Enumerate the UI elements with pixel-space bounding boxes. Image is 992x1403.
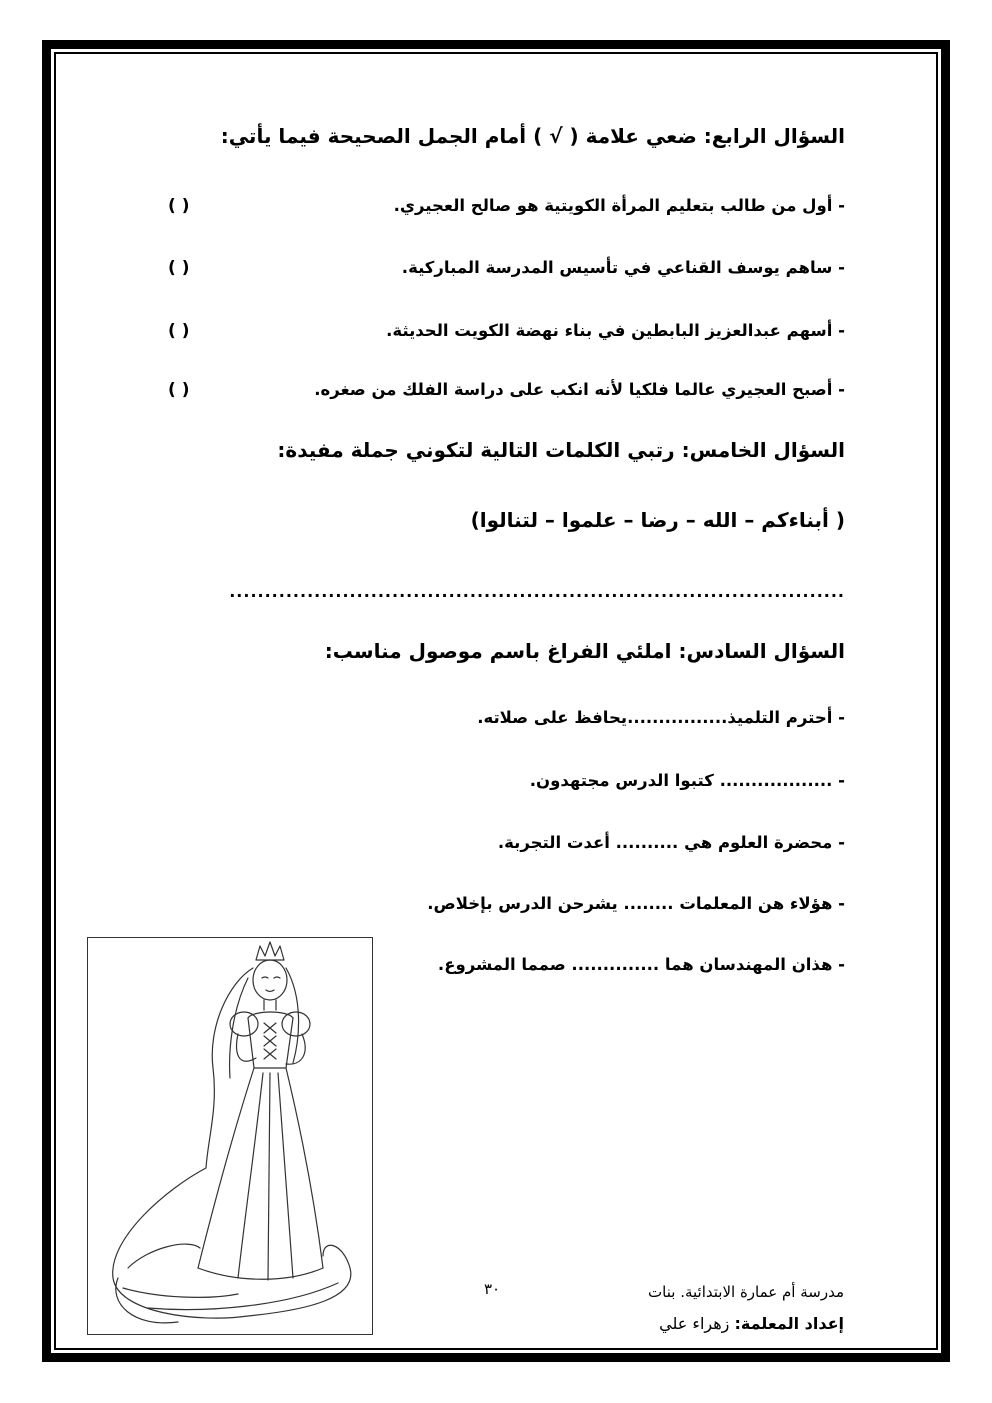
q6-item-4: - هؤلاء هن المعلمات ........ يشرحن الدرس بإخلاص. (427, 894, 845, 913)
q4-answer-box-2[interactable]: ( ) (168, 258, 190, 278)
q6-title: السؤال السادس: املئي الفراغ باسم موصول مناسب: (324, 639, 845, 663)
q4-item-1: - أول من طالب بتعليم المرأة الكويتية هو صالح العجيري. (393, 196, 845, 215)
q6-item-5: - هذان المهندسان هما .............. صمما المشروع. (437, 955, 845, 974)
q4-item-4: - أصبح العجيري عالما فلكيا لأنه انكب على دراسة الفلك من صغره. (314, 380, 845, 399)
q4-title: السؤال الرابع: ضعي علامة ( √ ) أمام الجمل الصحيحة فيما يأتي: (220, 124, 845, 148)
q5-answer-line[interactable]: ....................................................................................... (229, 582, 845, 601)
q4-answer-box-1[interactable]: ( ) (168, 196, 190, 216)
school-name: مدرسة أم عمارة الابتدائية. بنات (648, 1283, 844, 1301)
prepared-by-label: إعداد المعلمة: (734, 1314, 844, 1333)
q4-item-2: - ساهم يوسف القناعي في تأسيس المدرسة المباركية. (401, 258, 845, 277)
prepared-by (659, 1314, 844, 1333)
q4-item-3: - أسهم عبدالعزيز البابطين في بناء نهضة الكويت الحديثة. (386, 321, 845, 340)
q4-answer-box-4[interactable]: ( ) (168, 380, 190, 400)
princess-illustration-icon (88, 938, 372, 1334)
q4-answer-box-3[interactable]: ( ) (168, 321, 190, 341)
q5-words: ( أبناءكم – الله – رضا – علموا – لتنالوا) (470, 508, 845, 532)
princess-coloring-picture (87, 937, 373, 1335)
q5-title: السؤال الخامس: رتبي الكلمات التالية لتكوني جملة مفيدة: (277, 438, 845, 462)
page-number: ٣٠ (484, 1280, 501, 1298)
q6-item-1: - أحترم التلميذ................يحافظ على صلاته. (477, 708, 845, 727)
q6-item-3: - محضرة العلوم هي .......... أعدت التجربة. (497, 833, 845, 852)
q6-item-2: - .................. كتبوا الدرس مجتهدون. (529, 771, 845, 790)
teacher-name: زهراء علي (659, 1314, 735, 1333)
